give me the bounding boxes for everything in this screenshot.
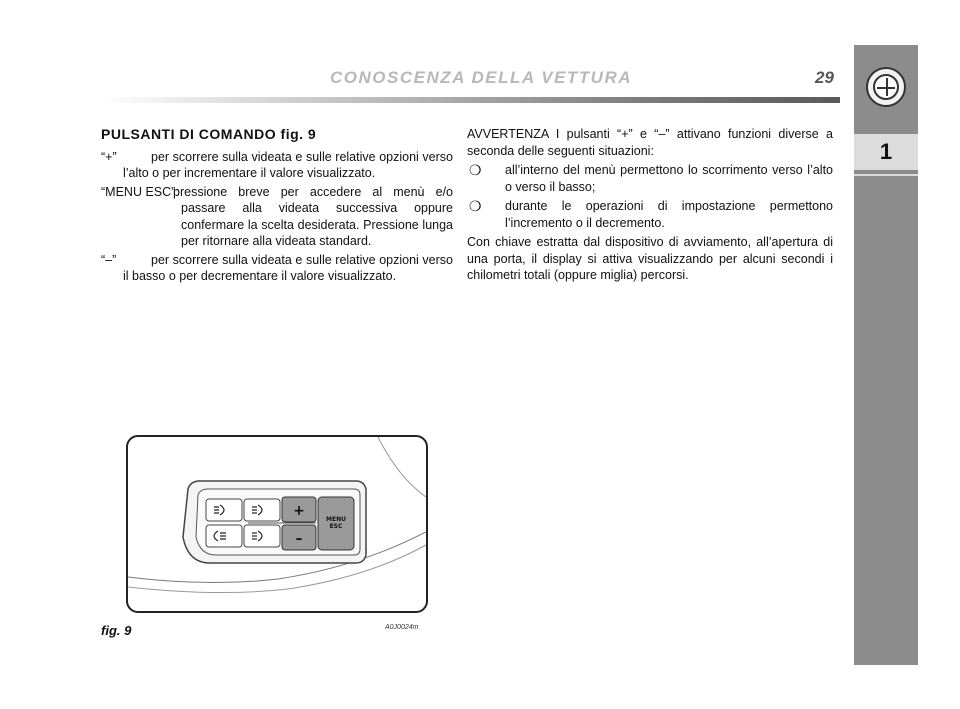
control-buttons-drawing [128,437,426,611]
menu-button-label: MENU [326,516,346,523]
warning-paragraph: AVVERTENZA I pulsanti “+” e “–” attivano funzioni diverse a seconda delle seguenti situazioni: [467,127,833,158]
definition-text: per scorrere sulla videata e sulle relative opzioni verso il basso o per decrementare il valore visualizzato. [123,252,453,283]
bullet-circle-icon: ❍ [469,198,482,214]
chapter-side-tab [854,45,918,665]
figure-code: A0J0024m [385,624,419,631]
bullet-item [467,162,833,195]
header-rule [100,97,840,103]
bullet-item [467,198,833,231]
section-title: PULSANTI DI COMANDO fig. 9 [101,126,317,142]
minus-button-label: – [295,531,303,547]
chapter-number: 1 [854,134,918,170]
definition-term: “+” [101,149,117,164]
bullet-circle-icon: ❍ [469,162,482,178]
alfa-romeo-badge-icon [866,67,906,107]
definition-plus [101,149,453,182]
plus-button-label: + [293,503,305,519]
definition-text: per scorrere sulla videata e sulle relative opzioni verso l’alto o per incrementare il valore visualizzato. [123,149,453,180]
left-column [101,126,453,287]
definition-text: pressione breve per accedere al menù e/o passare alla videata successiva oppure confermare la scelta desiderata. Pressione lunga per ritornare alla videata standard. [173,184,453,248]
definition-menu-esc [101,184,453,250]
running-header-title: CONOSCENZA DELLA VETTURA [330,68,633,87]
figure-illustration [126,435,428,613]
definition-term: “MENU ESC”: [101,184,179,199]
chapter-tab-rule [854,174,918,176]
page-number: 29 [815,68,834,87]
definition-term: “–” [101,252,117,267]
definition-minus [101,252,453,285]
figure-label: fig. 9 [101,623,132,638]
right-column [467,126,833,287]
esc-button-label: ESC [329,523,343,530]
closing-paragraph: Con chiave estratta dal dispositivo di avviamento, all’apertura di una porta, il display si attiva visualizzando per alcuni secondi i chilometri totali (oppure miglia) percorsi. [467,235,833,282]
bullet-text: all’interno del menù permettono lo scorrimento verso l’alto o verso il basso; [505,163,833,194]
bullet-text: durante le operazioni di impostazione permettono l’incremento o il decremento. [505,199,833,230]
